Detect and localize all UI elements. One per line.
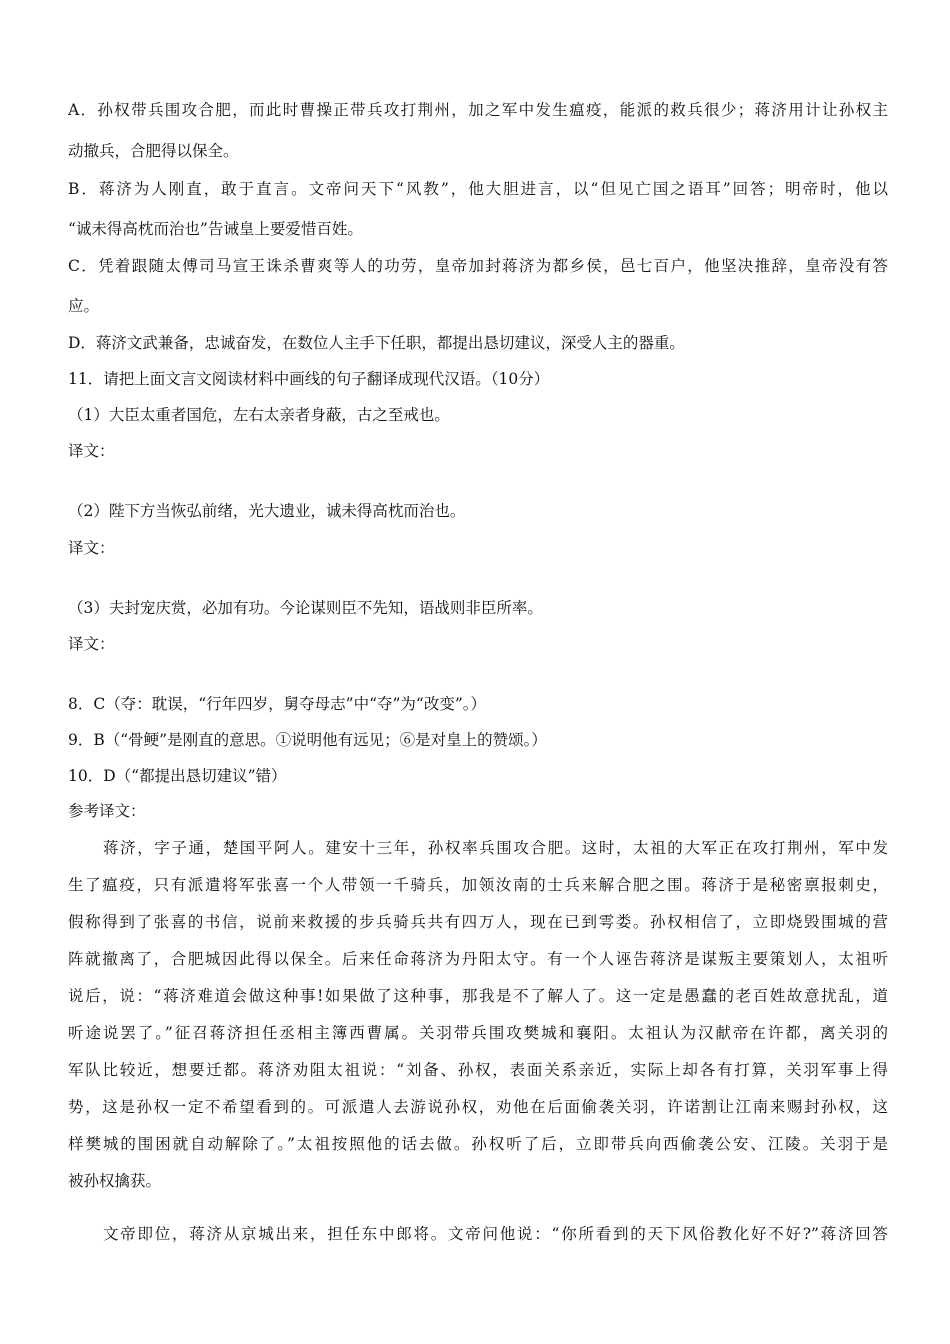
answer-10: 10．D（“都提出恳切建议”错） bbox=[68, 767, 287, 785]
option-d: D．蒋济文武兼备，忠诚奋发，在数位人主手下任职，都提出恳切建议，深受人主的器重。 bbox=[68, 334, 685, 352]
answer-9: 9．B（“骨鲠”是刚直的意思。①说明他有远见；⑥是对皇上的赞颂。） bbox=[68, 731, 547, 749]
reference-translation-title: 参考译文： bbox=[68, 802, 146, 820]
question-11-title: 11．请把上面文言文阅读材料中画线的句子翻译成现代汉语。（10分） bbox=[68, 370, 550, 388]
translation-p1-line: 被孙权擒获。 bbox=[68, 1172, 162, 1190]
translation-p1-line: 生了瘟疫，只有派遣将军张喜一个人带领一千骑兵，加领汝南的士兵来解合肥之围。蒋济于是秘密禀报刺史， bbox=[68, 876, 888, 894]
translation-p1-line: 军队比较近，想要迁都。蒋济劝阻太祖说：“刘备、孙权，表面关系亲近，实际上却各有打算，关羽军事上得 bbox=[68, 1061, 888, 1079]
option-a-line-1: A．孙权带兵围攻合肥，而此时曹操正带兵攻打荆州，加之军中发生瘟疫，能派的救兵很少；蒋济用计让孙权主 bbox=[68, 101, 888, 119]
question-11-sentence-3: （3）夫封宠庆赏，必加有功。今论谋则臣不先知，语战则非臣所率。 bbox=[68, 599, 543, 617]
translation-p1-line: 听途说罢了。”征召蒋济担任丞相主簿西曹属。关羽带兵围攻樊城和襄阳。太祖认为汉献帝在许都，离关羽的 bbox=[68, 1024, 888, 1042]
answer-8: 8．C（夺：耽误，“行年四岁，舅夺母志”中“夺”为“改变”。） bbox=[68, 695, 487, 713]
translation-p2-line: 文帝即位，蒋济从京城出来，担任东中郎将。文帝问他说：“你所看到的天下风俗教化好不好?”蒋济回答 bbox=[103, 1225, 888, 1243]
option-c-line-2: 应。 bbox=[68, 297, 100, 315]
question-11-sentence-1: （1）大臣太重者国危，左右太亲者身蔽，古之至戒也。 bbox=[68, 406, 450, 424]
option-b-line-2: “诚未得高枕而治也”告诫皇上要爱惜百姓。 bbox=[68, 220, 363, 238]
question-11-sentence-2: （2）陛下方当恢弘前绪，光大遗业，诚未得高枕而治也。 bbox=[68, 502, 466, 520]
translation-label-3: 译文： bbox=[68, 635, 115, 653]
translation-p1-line: 假称得到了张喜的书信，说前来救援的步兵骑兵共有四万人，现在已到雩娄。孙权相信了，立即烧毁围城的营 bbox=[68, 913, 888, 931]
translation-label-1: 译文： bbox=[68, 442, 115, 460]
option-a-line-2: 动撤兵，合肥得以保全。 bbox=[68, 142, 239, 160]
option-c-line-1: C．凭着跟随太傅司马宣王诛杀曹爽等人的功劳，皇帝加封蒋济为都乡侯，邑七百户，他坚决推辞，皇帝没有答 bbox=[68, 257, 888, 275]
translation-p1-line: 阵就撤离了，合肥城因此得以保全。后来任命蒋济为丹阳太守。有一个人诬告蒋济是谋叛主要策划人，太祖听 bbox=[68, 950, 888, 968]
translation-p1-line: 说后，说：“蒋济难道会做这种事!如果做了这种事，那我是不了解人了。这一定是愚蠢的老百姓故意扰乱，道 bbox=[68, 987, 888, 1005]
translation-p1-line: 蒋济，字子通，楚国平阿人。建安十三年，孙权率兵围攻合肥。这时，太祖的大军正在攻打荆州，军中发 bbox=[103, 839, 888, 857]
translation-label-2: 译文： bbox=[68, 539, 115, 557]
translation-p1-line: 样樊城的围困就自动解除了。”太祖按照他的话去做。孙权听了后，立即带兵向西偷袭公安、江陵。关羽于是 bbox=[68, 1135, 888, 1153]
option-b-line-1: B．蒋济为人刚直，敢于直言。文帝问天下“风教”，他大胆进言，以“但见亡国之语耳”回答；明帝时，他以 bbox=[68, 180, 888, 198]
translation-p1-line: 势，这是孙权一定不希望看到的。可派遣人去游说孙权，劝他在后面偷袭关羽，许诺割让江南来赐封孙权，这 bbox=[68, 1098, 888, 1116]
